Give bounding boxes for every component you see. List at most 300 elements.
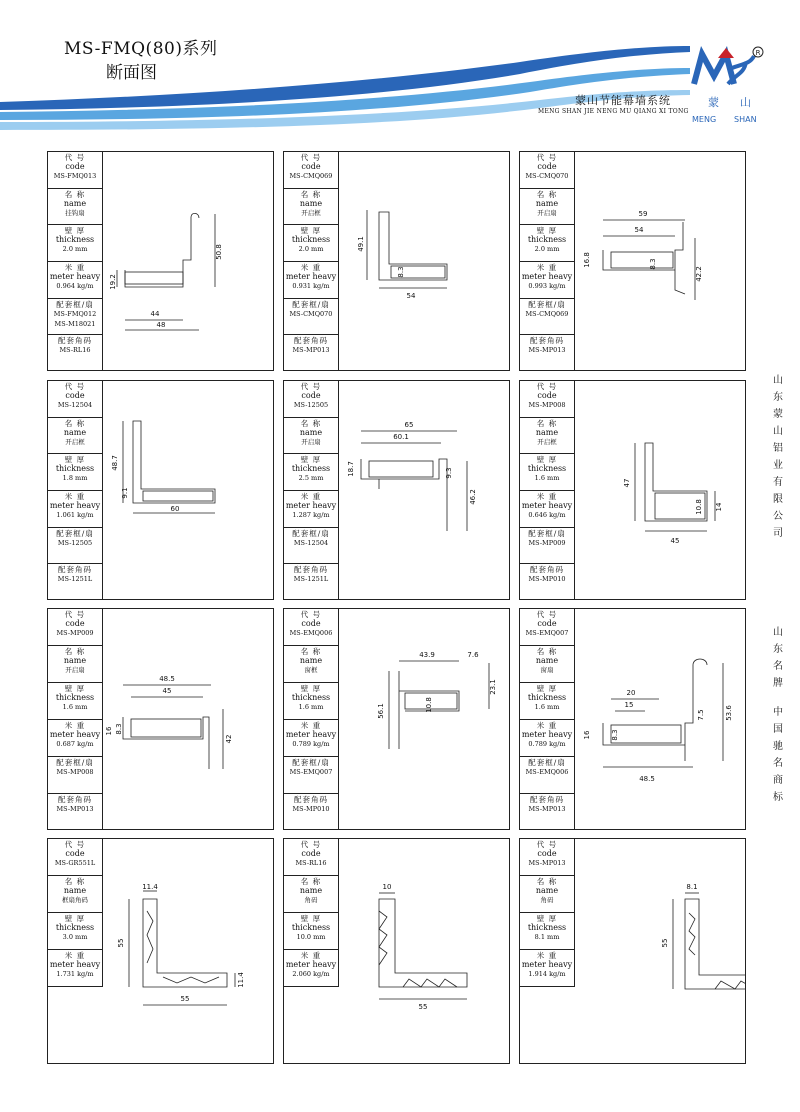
- spec-label-en: meter heavy: [49, 960, 101, 969]
- spec-column: [48, 609, 103, 829]
- company-name-vertical: 山东蒙山铝业有限公司: [773, 375, 783, 539]
- spec-value: 0.993 kg/m: [528, 281, 566, 290]
- spec-label: 米 重: [64, 721, 86, 730]
- spec-label: 壁 厚: [536, 914, 558, 923]
- spec-row-name: [284, 418, 338, 455]
- spec-value: MS-MP013: [528, 859, 566, 867]
- svg-text:8.1: 8.1: [686, 883, 698, 891]
- series-title: MS-FMQ(80)系列: [64, 39, 218, 59]
- svg-text:7.6: 7.6: [467, 651, 479, 659]
- spec-row-corner: [284, 335, 338, 372]
- spec-value: 0.789 kg/m: [292, 740, 330, 748]
- svg-text:11.4: 11.4: [237, 972, 245, 988]
- spec-label-en: code: [301, 619, 321, 628]
- spec-label-en: meter heavy: [49, 500, 101, 510]
- spec-label: 名 称: [536, 877, 558, 886]
- spec-column: [48, 152, 103, 370]
- profile-drawing: [575, 381, 745, 605]
- spec-label-en: meter heavy: [521, 960, 573, 969]
- spec-label: 名 称: [64, 189, 86, 199]
- spec-value: 0.964 kg/m: [56, 281, 94, 290]
- spec-row-name: [48, 189, 102, 226]
- profile-drawing: [103, 839, 273, 1069]
- svg-text:19.2: 19.2: [109, 274, 117, 290]
- spec-label: 配套框/扇: [56, 758, 94, 767]
- spec-label-en: code: [537, 849, 557, 858]
- spec-value: MS-12504: [57, 401, 93, 409]
- svg-text:16: 16: [583, 730, 591, 740]
- spec-label: 壁 厚: [300, 684, 322, 693]
- spec-row-corner: [48, 564, 102, 601]
- spec-label: 配套角码: [530, 336, 564, 346]
- spec-value: 1.6 mm: [534, 703, 560, 711]
- spec-row-match: [284, 757, 338, 794]
- spec-label: 代 号: [300, 153, 322, 162]
- spec-row-thickness: [48, 683, 102, 720]
- svg-text:56.1: 56.1: [377, 703, 385, 719]
- spec-column: [520, 609, 575, 829]
- spec-value: 挂钩扇: [65, 208, 85, 217]
- svg-text:48.5: 48.5: [639, 775, 655, 783]
- svg-text:53.6: 53.6: [725, 705, 733, 721]
- spec-value: MS-RL16: [295, 859, 327, 867]
- profile-card: [47, 838, 274, 1064]
- spec-row-thickness: [284, 454, 338, 491]
- spec-label: 配套框/扇: [528, 528, 566, 538]
- spec-row-code: [520, 839, 574, 876]
- spec-row-match: [520, 528, 574, 565]
- spec-label: 代 号: [536, 840, 558, 849]
- spec-value: MS-CMQ069: [525, 309, 569, 318]
- series-subtitle: 断面图: [106, 63, 157, 83]
- svg-text:48: 48: [156, 321, 166, 329]
- spec-label-en: thickness: [291, 693, 331, 702]
- spec-label: 米 重: [300, 262, 322, 272]
- spec-label: 米 重: [536, 491, 558, 501]
- profile-drawing: [575, 609, 745, 835]
- spec-value: 1.731 kg/m: [56, 970, 94, 978]
- spec-value: 窗框: [304, 666, 318, 674]
- svg-text:18.7: 18.7: [347, 461, 355, 477]
- spec-label: 名 称: [64, 877, 86, 886]
- spec-row-code: [520, 381, 574, 418]
- profile-drawing: [103, 152, 273, 376]
- spec-label: 配套框/扇: [56, 528, 94, 538]
- spec-label: 代 号: [64, 382, 86, 391]
- spec-label: 名 称: [300, 418, 322, 428]
- spec-row-thickness: [520, 913, 574, 950]
- spec-row-match: [520, 757, 574, 794]
- spec-label-en: code: [537, 391, 557, 400]
- spec-value: MS-FMQ012: [53, 309, 97, 318]
- spec-row-corner: [520, 335, 574, 372]
- profile-card: [283, 838, 510, 1064]
- svg-text:45: 45: [162, 687, 172, 695]
- spec-label: 代 号: [64, 610, 86, 619]
- spec-label: 配套角码: [530, 565, 564, 575]
- spec-row-match: [48, 299, 102, 336]
- svg-text:46.2: 46.2: [469, 489, 477, 505]
- spec-value: MS-1251L: [57, 575, 93, 584]
- spec-label: 代 号: [300, 610, 322, 619]
- page-header: [0, 0, 800, 140]
- spec-label-en: meter heavy: [521, 730, 573, 739]
- spec-value: 开启框: [301, 208, 321, 217]
- spec-label-en: meter heavy: [49, 271, 101, 281]
- spec-row-name: [284, 876, 338, 913]
- spec-row-match: [284, 528, 338, 565]
- spec-label-en: thickness: [291, 464, 331, 474]
- spec-label-en: meter heavy: [285, 500, 337, 510]
- spec-value: MS-1251L: [293, 575, 329, 584]
- spec-row-corner: [520, 794, 574, 831]
- svg-text:14: 14: [715, 502, 723, 512]
- spec-label-en: code: [301, 849, 321, 858]
- svg-text:48.5: 48.5: [159, 675, 175, 683]
- spec-row-name: [520, 646, 574, 683]
- spec-label: 名 称: [300, 189, 322, 199]
- spec-label: 配套框/扇: [528, 299, 566, 309]
- spec-label: 代 号: [64, 840, 86, 849]
- spec-label: 米 重: [64, 951, 86, 960]
- spec-column: [520, 839, 575, 987]
- spec-label: 配套框/扇: [292, 299, 330, 309]
- svg-text:8.3: 8.3: [649, 258, 657, 270]
- profile-card: [519, 380, 746, 600]
- spec-row-thickness: [520, 225, 574, 262]
- svg-text:15: 15: [624, 701, 634, 709]
- svg-text:SHAN: SHAN: [734, 115, 757, 124]
- svg-text:7.5: 7.5: [697, 709, 705, 721]
- company-logo: [688, 44, 768, 124]
- spec-row-match: [48, 757, 102, 794]
- svg-text:43.9: 43.9: [419, 651, 435, 659]
- svg-text:42.2: 42.2: [695, 266, 703, 282]
- spec-row-weight: [48, 262, 102, 299]
- brand-name-en: MENG SHAN JIE NENG MU QIANG XI TONG: [538, 108, 689, 115]
- spec-label-en: code: [65, 391, 85, 400]
- spec-row-weight: [520, 262, 574, 299]
- svg-text:9.1: 9.1: [121, 487, 129, 499]
- spec-row-thickness: [520, 683, 574, 720]
- spec-value: MS-MP009: [528, 538, 566, 547]
- spec-value: MS-MP013: [292, 346, 330, 355]
- spec-row-weight: [284, 491, 338, 528]
- spec-value: 开启扇: [537, 208, 557, 217]
- spec-row-code: [284, 839, 338, 876]
- spec-row-corner: [520, 564, 574, 601]
- spec-label-en: thickness: [55, 464, 95, 474]
- spec-label: 配套角码: [530, 795, 564, 804]
- spec-label-en: name: [535, 427, 559, 437]
- spec-row-corner: [48, 335, 102, 372]
- svg-text:55: 55: [661, 938, 669, 948]
- spec-label-en: code: [65, 619, 85, 628]
- spec-label: 配套角码: [58, 336, 92, 346]
- profile-card: [283, 608, 510, 830]
- spec-row-thickness: [48, 454, 102, 491]
- spec-label: 米 重: [64, 491, 86, 501]
- profile-drawing: [103, 381, 273, 605]
- spec-label: 配套框/扇: [292, 528, 330, 538]
- spec-value: 0.931 kg/m: [292, 281, 330, 290]
- spec-label: 米 重: [300, 721, 322, 730]
- svg-text:45: 45: [670, 537, 680, 545]
- svg-text:MENG: MENG: [692, 115, 717, 124]
- spec-value: MS-MP008: [528, 401, 566, 409]
- spec-value: MS-EMQ006: [289, 629, 333, 637]
- spec-row-code: [284, 381, 338, 418]
- spec-row-thickness: [520, 454, 574, 491]
- svg-text:20: 20: [626, 689, 636, 697]
- spec-value: MS-12504: [293, 538, 329, 547]
- spec-label-en: thickness: [527, 693, 567, 702]
- spec-row-thickness: [284, 225, 338, 262]
- spec-value: MS-MP009: [56, 629, 94, 637]
- spec-label: 米 重: [300, 951, 322, 960]
- spec-label-en: meter heavy: [285, 730, 337, 739]
- spec-row-weight: [284, 950, 338, 987]
- spec-column: [48, 839, 103, 987]
- profile-drawing: [339, 839, 509, 1069]
- spec-value: 1.8 mm: [62, 474, 88, 483]
- svg-text:11.4: 11.4: [142, 883, 158, 891]
- spec-row-thickness: [284, 683, 338, 720]
- spec-row-name: [48, 418, 102, 455]
- svg-text:R: R: [755, 49, 761, 57]
- svg-text:8.3: 8.3: [397, 266, 405, 278]
- spec-label-en: code: [301, 162, 321, 171]
- brand-label-vertical: 山东名牌: [773, 627, 783, 689]
- spec-row-weight: [284, 262, 338, 299]
- spec-label-en: name: [299, 427, 323, 437]
- spec-label-en: meter heavy: [521, 271, 573, 281]
- spec-label-en: thickness: [291, 923, 331, 932]
- spec-value: 窗扇: [540, 666, 554, 674]
- spec-label-en: name: [299, 656, 323, 665]
- spec-label: 壁 厚: [300, 914, 322, 923]
- spec-label-en: name: [63, 886, 87, 895]
- spec-row-weight: [48, 491, 102, 528]
- profile-drawing: [575, 839, 745, 1069]
- svg-text:10.8: 10.8: [695, 499, 703, 515]
- spec-row-corner: [284, 564, 338, 601]
- spec-label: 米 重: [64, 262, 86, 272]
- profile-card: [519, 838, 746, 1064]
- profile-card: [283, 151, 510, 371]
- svg-text:10.8: 10.8: [425, 697, 433, 713]
- spec-row-weight: [48, 720, 102, 757]
- spec-value: 10.0 mm: [296, 933, 326, 941]
- spec-column: [284, 609, 339, 829]
- spec-column: [520, 381, 575, 599]
- spec-label: 配套框/扇: [292, 758, 330, 767]
- spec-row-weight: [520, 720, 574, 757]
- svg-text:9.3: 9.3: [445, 467, 453, 479]
- spec-label: 壁 厚: [536, 684, 558, 693]
- spec-row-code: [284, 152, 338, 189]
- profile-card: [47, 151, 274, 371]
- spec-value: 0.646 kg/m: [528, 510, 566, 519]
- spec-label-en: name: [63, 656, 87, 665]
- spec-value: MS-EMQ007: [525, 629, 569, 637]
- spec-value: MS-EMQ006: [525, 768, 569, 776]
- spec-label: 壁 厚: [300, 226, 322, 236]
- spec-row-match: [520, 299, 574, 336]
- spec-label: 壁 厚: [64, 684, 86, 693]
- spec-label-en: thickness: [527, 923, 567, 932]
- spec-label-en: thickness: [55, 235, 95, 245]
- profile-card: [47, 380, 274, 600]
- spec-label-en: code: [537, 619, 557, 628]
- spec-value: 框扇角码: [62, 896, 88, 904]
- spec-column: [284, 381, 339, 599]
- spec-label-en: thickness: [527, 464, 567, 474]
- spec-label: 配套角码: [294, 565, 328, 575]
- profile-card: [519, 151, 746, 371]
- svg-text:65: 65: [404, 421, 414, 429]
- svg-text:55: 55: [180, 995, 190, 1003]
- spec-label: 代 号: [536, 610, 558, 619]
- spec-label-en: thickness: [527, 235, 567, 245]
- spec-row-thickness: [48, 225, 102, 262]
- spec-label-en: meter heavy: [49, 730, 101, 739]
- spec-label-en: name: [535, 198, 559, 208]
- spec-row-code: [520, 152, 574, 189]
- spec-label: 代 号: [536, 153, 558, 162]
- spec-label: 名 称: [300, 877, 322, 886]
- spec-value: MS-MP013: [528, 346, 566, 355]
- svg-text:8.3: 8.3: [115, 723, 123, 735]
- spec-value: MS-MP013: [528, 805, 566, 813]
- spec-label-en: name: [299, 886, 323, 895]
- svg-text:50.8: 50.8: [215, 244, 223, 260]
- svg-text:54: 54: [406, 292, 416, 300]
- spec-row-code: [284, 609, 338, 646]
- spec-label: 名 称: [536, 189, 558, 199]
- spec-column: [48, 381, 103, 599]
- spec-row-match: [284, 299, 338, 336]
- spec-label: 配套角码: [58, 565, 92, 575]
- spec-label-en: name: [535, 656, 559, 665]
- spec-label: 米 重: [300, 491, 322, 501]
- spec-label: 代 号: [64, 153, 86, 162]
- spec-value: 2.060 kg/m: [292, 970, 330, 978]
- spec-value: 1.6 mm: [62, 703, 88, 711]
- spec-row-weight: [520, 950, 574, 987]
- spec-label: 壁 厚: [64, 455, 86, 465]
- spec-value: 2.0 mm: [534, 245, 560, 254]
- spec-label: 名 称: [64, 647, 86, 656]
- profile-card: [519, 608, 746, 830]
- spec-column: [284, 839, 339, 987]
- spec-value: MS-FMQ013: [53, 172, 97, 180]
- svg-text:23.1: 23.1: [489, 679, 497, 695]
- spec-label-en: meter heavy: [521, 500, 573, 510]
- spec-row-code: [520, 609, 574, 646]
- spec-value: 2.0 mm: [298, 245, 324, 254]
- svg-text:42: 42: [225, 734, 233, 744]
- spec-value: 2.0 mm: [62, 245, 88, 254]
- spec-value: MS-EMQ007: [289, 768, 333, 776]
- spec-label: 代 号: [536, 382, 558, 391]
- svg-text:16.8: 16.8: [583, 252, 591, 268]
- spec-column: [520, 152, 575, 370]
- spec-value: 1.914 kg/m: [528, 970, 566, 978]
- spec-value: MS-CMQ070: [525, 172, 569, 180]
- spec-label: 代 号: [300, 840, 322, 849]
- spec-row-weight: [48, 950, 102, 987]
- spec-label-en: code: [537, 162, 557, 171]
- spec-label: 米 重: [536, 262, 558, 272]
- brand-name-cn: 蒙山节能幕墙系统: [575, 94, 671, 107]
- spec-label: 壁 厚: [536, 226, 558, 236]
- spec-label: 配套角码: [294, 336, 328, 346]
- spec-label: 配套角码: [58, 795, 92, 804]
- profile-card: [47, 608, 274, 830]
- spec-value: MS-MP008: [56, 768, 94, 776]
- spec-value: 开启框: [65, 437, 85, 446]
- profile-drawing: [339, 609, 509, 835]
- spec-label: 配套框/扇: [528, 758, 566, 767]
- spec-label-en: name: [63, 198, 87, 208]
- spec-value: 开启扇: [301, 437, 321, 446]
- spec-label-en: code: [65, 849, 85, 858]
- spec-row-code: [48, 839, 102, 876]
- spec-label: 名 称: [64, 418, 86, 428]
- svg-text:山: 山: [740, 96, 751, 109]
- spec-value: MS-MP010: [292, 805, 330, 813]
- spec-value: MS-CMQ069: [289, 172, 333, 180]
- spec-label-en: thickness: [55, 923, 95, 932]
- trademark-label-vertical: 中国驰名商标: [773, 707, 783, 803]
- spec-row-name: [48, 876, 102, 913]
- spec-label-en: code: [301, 391, 321, 400]
- profile-drawing: [339, 152, 509, 376]
- spec-row-thickness: [48, 913, 102, 950]
- spec-value: MS-MP010: [528, 575, 566, 584]
- spec-row-name: [48, 646, 102, 683]
- spec-value: 1.6 mm: [534, 474, 560, 483]
- spec-value: MS-CMQ070: [289, 309, 333, 318]
- svg-text:16: 16: [105, 726, 113, 736]
- spec-label: 米 重: [536, 951, 558, 960]
- profile-drawing: [103, 609, 273, 835]
- spec-value: 1.061 kg/m: [56, 510, 94, 519]
- spec-label-en: name: [299, 198, 323, 208]
- spec-column: [284, 152, 339, 370]
- svg-text:54: 54: [634, 226, 644, 234]
- spec-row-name: [520, 876, 574, 913]
- svg-text:蒙: 蒙: [708, 96, 719, 109]
- spec-label: 壁 厚: [300, 455, 322, 465]
- svg-text:47: 47: [623, 478, 631, 488]
- spec-row-corner: [284, 794, 338, 831]
- svg-text:10: 10: [382, 883, 392, 891]
- spec-label: 壁 厚: [536, 455, 558, 465]
- spec-label-en: name: [535, 886, 559, 895]
- spec-label: 名 称: [300, 647, 322, 656]
- spec-row-code: [48, 609, 102, 646]
- spec-label-en: thickness: [291, 235, 331, 245]
- svg-text:59: 59: [638, 210, 648, 218]
- spec-value: MS-MP013: [56, 805, 94, 813]
- profile-drawing: [575, 152, 745, 376]
- spec-value: MS-RL16: [59, 346, 91, 355]
- profile-drawing: [339, 381, 509, 605]
- spec-label-en: code: [65, 162, 85, 171]
- profile-card: [283, 380, 510, 600]
